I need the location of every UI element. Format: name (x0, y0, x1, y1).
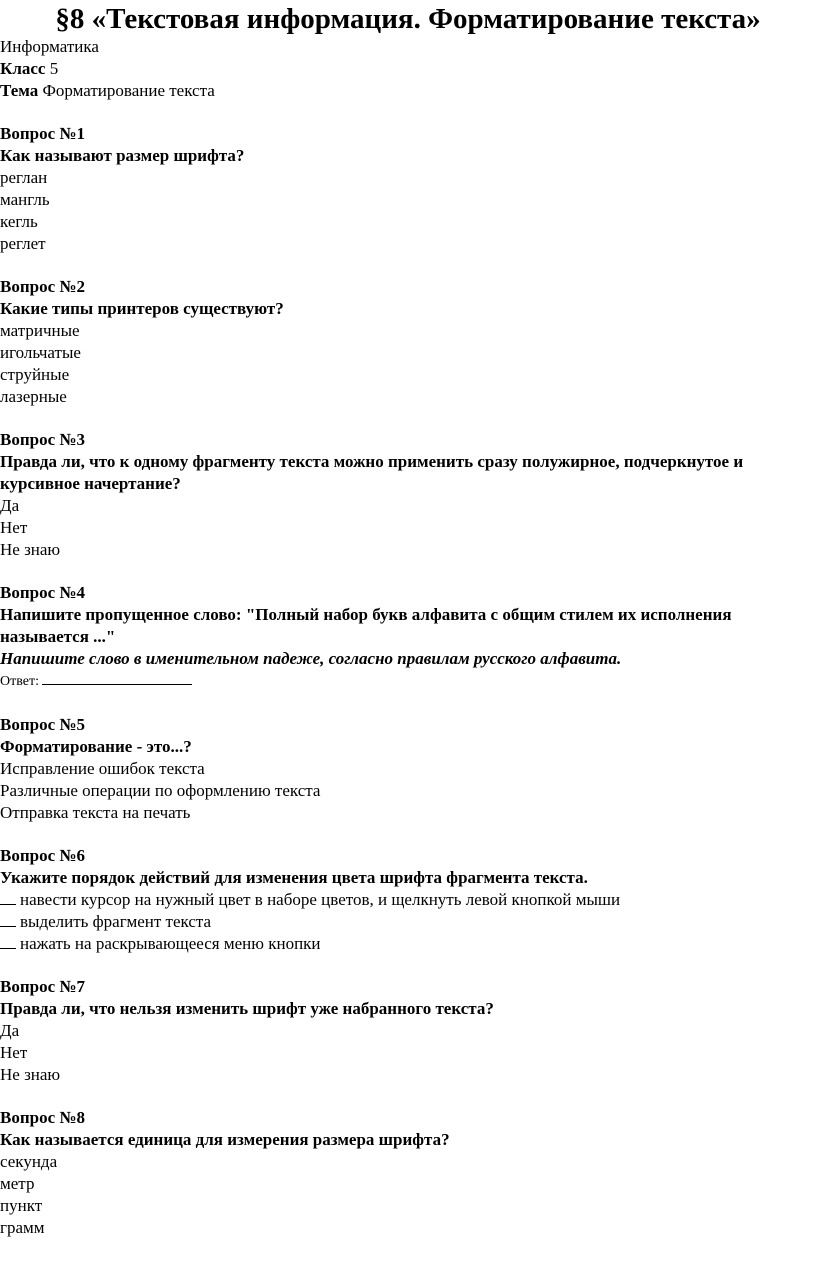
order-step-text: нажать на раскрывающееся меню кнопки (20, 934, 321, 953)
order-step (0, 933, 816, 955)
question-text: Какие типы принтеров существуют? (0, 299, 284, 318)
answer-option[interactable]: Да (0, 1021, 20, 1040)
class-line (0, 58, 816, 80)
question-1 (0, 123, 816, 255)
class-value: 5 (49, 59, 59, 78)
question-number: Вопрос №5 (0, 715, 85, 734)
question-5 (0, 714, 816, 824)
question-4 (0, 582, 816, 693)
answer-option[interactable]: кегль (0, 212, 38, 231)
answer-option[interactable]: Отправка текста на печать (0, 803, 191, 822)
answer-option[interactable]: метр (0, 1174, 35, 1193)
answer-option[interactable]: игольчатые (0, 343, 81, 362)
answer-label: Ответ: (0, 674, 39, 689)
question-number: Вопрос №2 (0, 277, 85, 296)
question-2 (0, 276, 816, 408)
question-6 (0, 845, 816, 955)
topic-line (0, 80, 816, 102)
answer-option[interactable]: Не знаю (0, 1065, 61, 1084)
class-label: Класс (0, 59, 46, 78)
answer-option[interactable]: Не знаю (0, 540, 61, 559)
answer-option[interactable]: Нет (0, 518, 28, 537)
order-step-text: навести курсор на нужный цвет в наборе цветов, и щелкнуть левой кнопкой мыши (20, 890, 621, 909)
question-text: Укажите порядок действий для изменения цвета шрифта фрагмента текста. (0, 868, 588, 887)
answer-option[interactable]: реглет (0, 234, 46, 253)
question-number: Вопрос №8 (0, 1108, 85, 1127)
question-number: Вопрос №3 (0, 430, 85, 449)
answer-option[interactable]: мангль (0, 190, 50, 209)
question-number: Вопрос №4 (0, 583, 85, 602)
answer-option[interactable]: лазерные (0, 387, 67, 406)
order-step (0, 911, 816, 933)
page-title: §8 «Текстовая информация. Форматирование текста» (55, 3, 761, 35)
question-text: Форматирование - это...? (0, 737, 192, 756)
question-7 (0, 976, 816, 1086)
answer-input[interactable] (42, 670, 192, 685)
question-text: Правда ли, что к одному фрагменту текста можно применить сразу полужирное, подчеркнутое и курсивное начертание? (0, 452, 744, 493)
order-input[interactable] (0, 890, 16, 905)
answer-option[interactable]: струйные (0, 365, 70, 384)
answer-option[interactable]: реглан (0, 168, 48, 187)
answer-option[interactable]: пункт (0, 1196, 43, 1215)
answer-option[interactable]: Различные операции по оформлению текста (0, 781, 321, 800)
answer-line (0, 670, 816, 693)
answer-option[interactable]: Да (0, 496, 20, 515)
order-step (0, 889, 816, 911)
answer-option[interactable]: Исправление ошибок текста (0, 759, 205, 778)
question-text: Правда ли, что нельзя изменить шрифт уже набранного текста? (0, 999, 494, 1018)
order-step-text: выделить фрагмент текста (20, 912, 212, 931)
answer-option[interactable]: секунда (0, 1152, 58, 1171)
question-hint: Напишите слово в именительном падеже, согласно правилам русского алфавита. (0, 649, 622, 668)
answer-option[interactable]: грамм (0, 1218, 45, 1237)
topic-label: Тема (0, 81, 39, 100)
question-number: Вопрос №7 (0, 977, 85, 996)
answer-option[interactable]: матричные (0, 321, 80, 340)
question-3 (0, 429, 816, 561)
question-text: Напишите пропущенное слово: "Полный набор букв алфавита с общим стилем их исполнения называется ..." (0, 605, 732, 646)
question-8 (0, 1107, 816, 1239)
order-input[interactable] (0, 934, 16, 949)
question-text: Как называют размер шрифта? (0, 146, 245, 165)
topic-value: Форматирование текста (42, 81, 215, 100)
question-number: Вопрос №1 (0, 124, 85, 143)
question-text: Как называется единица для измерения размера шрифта? (0, 1130, 450, 1149)
subject-line: Информатика (0, 37, 99, 56)
answer-option[interactable]: Нет (0, 1043, 28, 1062)
order-input[interactable] (0, 912, 16, 927)
question-number: Вопрос №6 (0, 846, 85, 865)
